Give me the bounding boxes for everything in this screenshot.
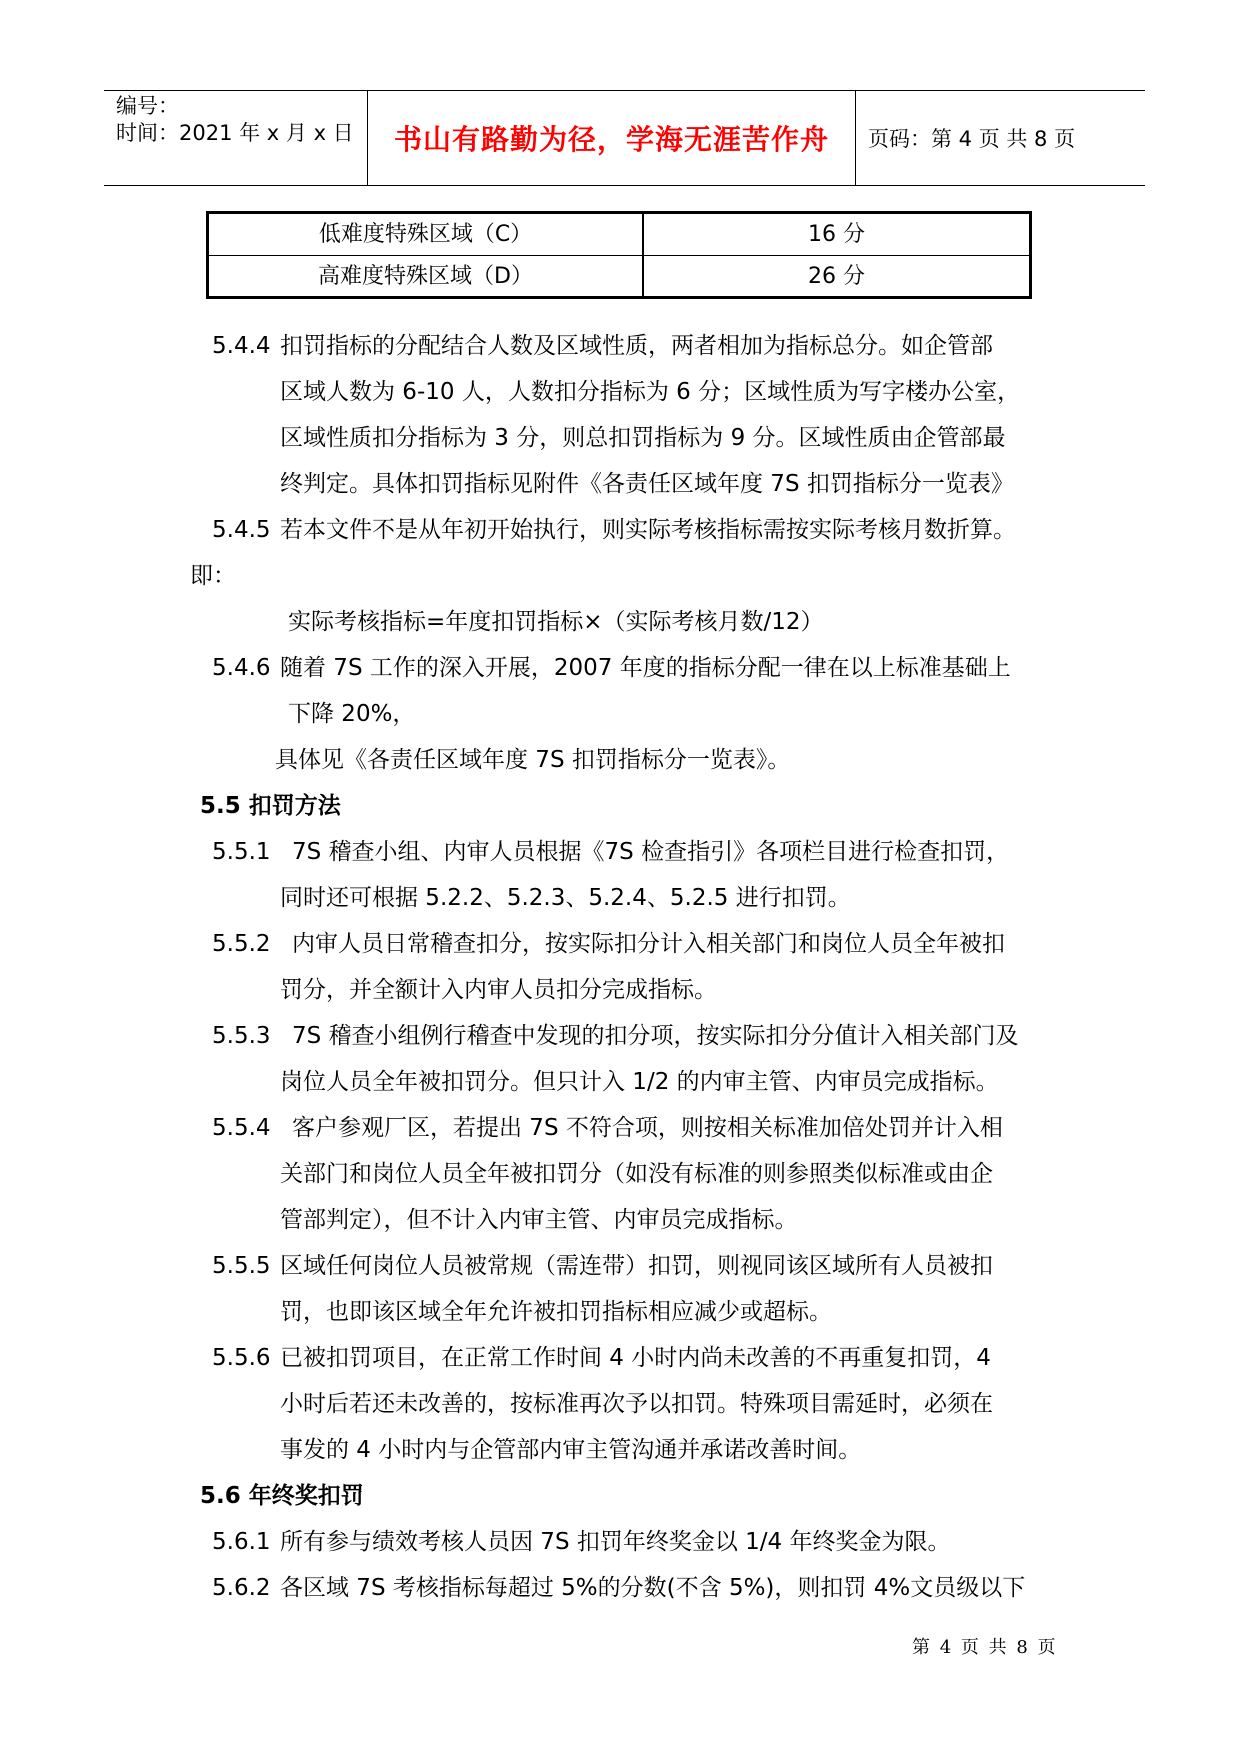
paragraph-line: 关部门和岗位人员全年被扣罚分（如没有标准的则参照类似标准或由企 [280,1161,993,1187]
section-heading: 5.6 年终奖扣罚 [200,1483,364,1509]
formula-line: 实际考核指标=年度扣罚指标×（实际考核月数/12） [288,609,824,635]
paragraph-line: 7S 稽查小组、内审人员根据《7S 检查指引》各项栏目进行检查扣罚， [292,839,1010,865]
clause-number: 5.4.4 [212,333,271,359]
table-cell-score: 26 分 [808,264,865,289]
clause-number: 5.5.5 [212,1253,271,1279]
paragraph-line: 即： [190,563,236,589]
table-cell-score: 16 分 [808,222,865,247]
header-meta [116,91,371,185]
clause-number: 5.5.2 [212,931,271,957]
table-row [209,256,1029,297]
paragraph-line: 7S 稽查小组例行稽查中发现的扣分项，按实际扣分分值计入相关部门及 [292,1023,1019,1049]
paragraph-line: 随着 7S 工作的深入开展，2007 年度的指标分配一律在以上标准基础上 [280,655,1011,681]
paragraph-line: 管部判定），但不计入内审主管、内审员完成指标。 [280,1207,798,1233]
table-cell-area: 低难度特殊区域（C） [209,214,644,255]
clause-number: 5.5.4 [212,1115,271,1141]
paragraph-line: 所有参与绩效考核人员因 7S 扣罚年终奖金以 1/4 年终奖金为限。 [280,1529,951,1555]
header-page-info: 页码：第 4 页 共 8 页 [868,127,1076,151]
clause-number: 5.5.3 [212,1023,271,1049]
page-header [104,90,1145,186]
paragraph-line: 罚，也即该区域全年允许被扣罚指标相应减少或超标。 [280,1299,832,1325]
paragraph-line: 下降 20%， [288,701,416,727]
paragraph-line: 罚分，并全额计入内审人员扣分完成指标。 [280,977,717,1003]
clause-number: 5.6.2 [212,1575,271,1601]
time-label: 时间：2021 年 x 月 x 日 [116,121,354,145]
score-table [206,211,1032,299]
paragraph-line: 区域人数为 6-10 人，人数扣分指标为 6 分；区域性质为写字楼办公室， [280,379,1021,405]
page-footer: 第 4 页 共 8 页 [912,1637,1058,1658]
paragraph-line: 终判定。具体扣罚指标见附件《各责任区域年度 7S 扣罚指标分一览表》 [280,471,1014,497]
paragraph-line: 小时后若还未改善的，按标准再次予以扣罚。特殊项目需延时，必须在 [280,1391,993,1417]
paragraph-line: 具体见《各责任区域年度 7S 扣罚指标分一览表》。 [275,747,791,773]
paragraph-line: 事发的 4 小时内与企管部内审主管沟通并承诺改善时间。 [280,1437,862,1463]
clause-number: 5.4.6 [212,655,271,681]
clause-number: 5.4.5 [212,517,271,543]
paragraph-line: 岗位人员全年被扣罚分。但只计入 1/2 的内审主管、内审员完成指标。 [280,1069,999,1095]
paragraph-line: 已被扣罚项目，在正常工作时间 4 小时内尚未改善的不再重复扣罚，4 [280,1345,991,1371]
paragraph-line: 同时还可根据 5.2.2、5.2.3、5.2.4、5.2.5 进行扣罚。 [280,885,851,911]
paragraph-line: 客户参观厂区，若提出 7S 不符合项，则按相关标准加倍处罚并计入相 [292,1115,1003,1141]
paragraph-line: 各区域 7S 考核指标每超过 5%的分数(不含 5%)，则扣罚 4%文员级以下 [280,1575,1026,1601]
section-heading: 5.5 扣罚方法 [200,793,341,819]
paragraph-line: 内审人员日常稽查扣分，按实际扣分计入相关部门和岗位人员全年被扣 [292,931,1005,957]
table-row [209,214,1029,256]
clause-number: 5.5.1 [212,839,271,865]
header-divider [855,91,856,185]
header-motto: 书山有路勤为径，学海无涯苦作舟 [393,123,829,156]
clause-number: 5.6.1 [212,1529,271,1555]
table-cell-area: 高难度特殊区域（D） [209,256,644,297]
paragraph-line: 扣罚指标的分配结合人数及区域性质，两者相加为指标总分。如企管部 [280,333,993,359]
paragraph-line: 若本文件不是从年初开始执行，则实际考核指标需按实际考核月数折算。 [280,517,1016,543]
paragraph-line: 区域任何岗位人员被常规（需连带）扣罚，则视同该区域所有人员被扣 [280,1253,993,1279]
number-label: 编号： [116,94,179,118]
paragraph-line: 区域性质扣分指标为 3 分，则总扣罚指标为 9 分。区域性质由企管部最 [280,425,1006,451]
clause-number: 5.5.6 [212,1345,271,1371]
